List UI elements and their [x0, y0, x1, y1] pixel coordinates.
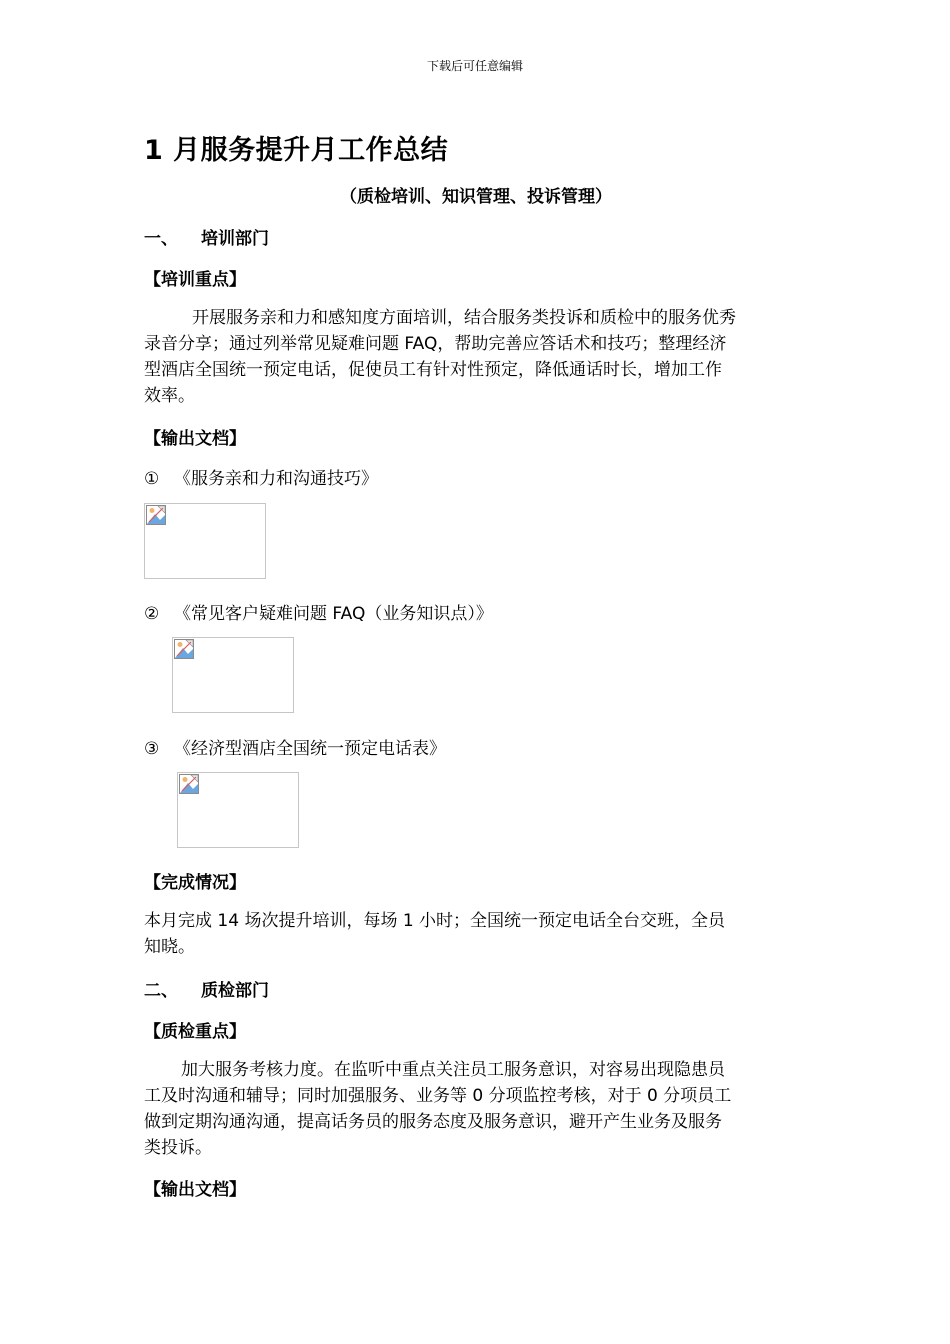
list-marker: ①	[144, 469, 160, 489]
paragraph-line: 本月完成 14 场次提升培训，每场 1 小时；全国统一预定电话全台交班，全员	[144, 911, 726, 931]
broken-image-icon	[146, 505, 166, 525]
training-output-label: 【输出文档】	[144, 429, 246, 449]
list-marker: ③	[144, 739, 160, 759]
section-title: 质检部门	[201, 981, 269, 1001]
paragraph-line: 型酒店全国统一预定电话，促使员工有针对性预定，降低通话时长，增加工作	[144, 360, 722, 380]
training-focus-paragraph	[144, 305, 808, 409]
paragraph-line: 录音分享；通过列举常见疑难问题 FAQ，帮助完善应答话术和技巧；整理经济	[144, 334, 727, 354]
output-title: 《常见客户疑难问题 FAQ（业务知识点）》	[174, 604, 493, 624]
quality-output-label: 【输出文档】	[144, 1180, 246, 1200]
paragraph-line: 工及时沟通和辅导；同时加强服务、业务等 0 分项监控考核，对于 0 分项员工	[144, 1086, 732, 1106]
page-subtitle: （质检培训、知识管理、投诉管理）	[340, 187, 612, 207]
page-title: 1 月服务提升月工作总结	[144, 135, 449, 166]
paragraph-line: 效率。	[144, 386, 195, 406]
section-heading-quality	[144, 976, 269, 1001]
paragraph-line: 加大服务考核力度。在监听中重点关注员工服务意识，对容易出现隐患员	[181, 1060, 725, 1080]
section-number: 二、	[144, 981, 178, 1001]
training-status-paragraph	[144, 908, 808, 960]
section-title: 培训部门	[201, 229, 269, 249]
page-header-note: 下载后可任意编辑	[426, 59, 523, 73]
section-heading-training	[144, 224, 269, 249]
broken-image-icon	[179, 774, 199, 794]
broken-image-icon	[174, 639, 194, 659]
output-title: 《服务亲和力和沟通技巧》	[174, 469, 378, 489]
output-title: 《经济型酒店全国统一预定电话表》	[174, 739, 446, 759]
embedded-document-image[interactable]	[172, 637, 294, 713]
paragraph-line: 知晓。	[144, 937, 195, 957]
training-focus-label: 【培训重点】	[144, 270, 246, 290]
list-marker: ②	[144, 604, 160, 624]
embedded-document-image[interactable]	[177, 772, 299, 848]
quality-focus-paragraph	[144, 1057, 808, 1161]
output-item-3	[144, 734, 446, 759]
output-item-1	[144, 464, 378, 489]
paragraph-line: 做到定期沟通沟通，提高话务员的服务态度及服务意识，避开产生业务及服务	[144, 1112, 722, 1132]
quality-focus-label: 【质检重点】	[144, 1022, 246, 1042]
paragraph-line: 开展服务亲和力和感知度方面培训，结合服务类投诉和质检中的服务优秀	[192, 308, 736, 328]
training-status-label: 【完成情况】	[144, 873, 246, 893]
embedded-document-image[interactable]	[144, 503, 266, 579]
output-item-2	[144, 599, 493, 624]
paragraph-line: 类投诉。	[144, 1138, 212, 1158]
section-number: 一、	[144, 229, 178, 249]
